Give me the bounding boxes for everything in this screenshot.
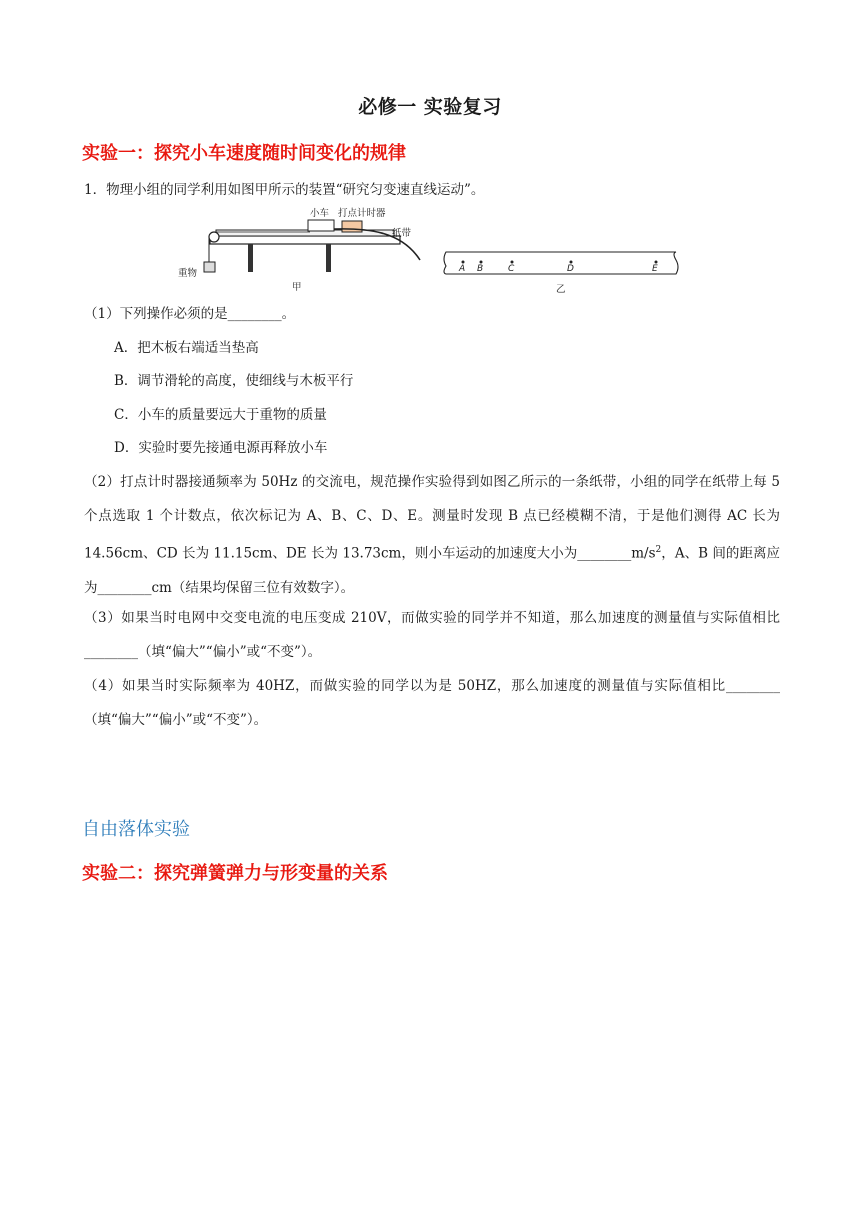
option-a: A．把木板右端适当垫高 — [114, 340, 259, 356]
tape-label-a: A — [459, 264, 466, 274]
cart — [308, 220, 334, 231]
tape-label-e: E — [652, 264, 658, 274]
section-heading-free-fall: 自由落体实验 — [82, 819, 190, 840]
apparatus-diagram — [178, 207, 420, 293]
pulley — [209, 232, 219, 242]
label-yi: 乙 — [556, 284, 566, 295]
table-top — [210, 236, 400, 244]
table-leg-right — [326, 244, 331, 272]
question-1-part-2 — [84, 465, 780, 605]
question-1-part-1: （1）下列操作必须的是________。 — [84, 306, 296, 322]
label-jia: 甲 — [292, 282, 302, 293]
label-cart: 小车 — [310, 208, 330, 219]
ticker-timer — [342, 221, 362, 232]
section-heading-experiment-1: 实验一：探究小车速度随时间变化的规律 — [82, 143, 406, 164]
question-1-part-4: （4）如果当时实际频率为 40HZ，而做实验的同学以为是 50HZ，那么加速度的测量值与实际值相比________（填“偏大”“偏小”或“不变”）。 — [84, 678, 780, 728]
experiment-figure — [170, 202, 690, 300]
table-leg-left — [248, 244, 253, 272]
tape-label-d: D — [567, 264, 574, 274]
option-b: B．调节滑轮的高度，使细线与木板平行 — [114, 373, 354, 389]
part-2-superscript: 2 — [655, 545, 662, 555]
option-d: D．实验时要先接通电源再释放小车 — [114, 440, 328, 456]
paper-tape-diagram — [444, 252, 678, 295]
tape-label-c: C — [508, 264, 515, 274]
label-tape: 纸带 — [392, 228, 412, 239]
weight-block — [204, 262, 215, 272]
question-1-part-3: （3）如果当时电网中交变电流的电压变成 210V，而做实验的同学并不知道，那么加速度的测量值与实际值相比________（填“偏大”“偏小”或“不变”）。 — [84, 610, 780, 660]
part-2-text-b: ，A、B 间的距离应为________cm（结果均保留三位有效数字）。 — [84, 545, 780, 596]
part-2-text-a: （2）打点计时器接通频率为 50Hz 的交流电，规范操作实验得到如图乙所示的一条纸带，小组的同学在纸带上每 5 个点选取 1 个计数点，依次标记为 A、B、C、D、E。测量时发现 B 点已经模糊不清，于是他们测得 AC 长为 14.56cm、CD 长为 11.15cm、DE 长为 13.73cm，则小车运动的加速度大小为________m/s — [84, 474, 780, 562]
question-1-intro: 1．物理小组的同学利用如图甲所示的装置“研究匀变速直线运动”。 — [84, 182, 485, 198]
label-timer: 打点计时器 — [338, 208, 386, 219]
label-weight: 重物 — [178, 268, 198, 279]
page-title: 必修一 实验复习 — [358, 96, 502, 118]
option-c: C．小车的质量要远大于重物的质量 — [114, 407, 327, 423]
tape-label-b: B — [477, 264, 484, 274]
section-heading-experiment-2: 实验二：探究弹簧弹力与形变量的关系 — [82, 863, 388, 884]
